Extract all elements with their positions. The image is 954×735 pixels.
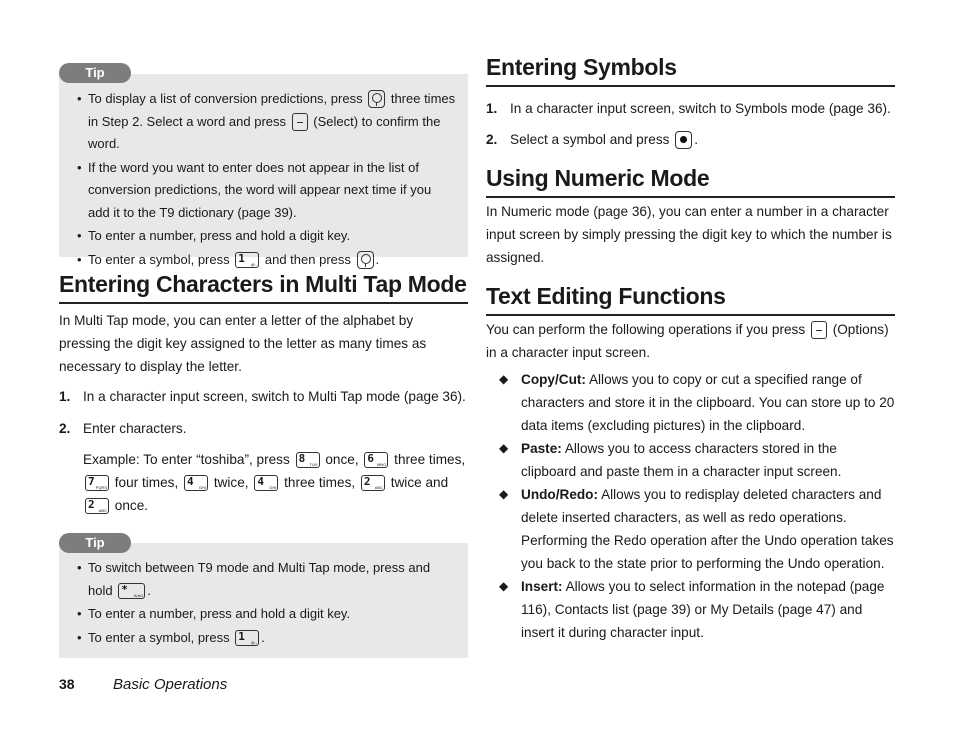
tip-list xyxy=(59,557,468,650)
editing-intro: You can perform the following operations if you press (Options) in a character input screen. xyxy=(486,322,889,360)
editing-item-undo: ◆ Undo/Redo: Allows you to redisplay deleted characters and delete inserted characters, as well as redo operations. Performing the Redo operation after the Undo operation takes you back to the state prior to performing the Undo operation. xyxy=(486,483,895,575)
page-number: 38 xyxy=(59,676,75,692)
editing-item-insert: ◆ Insert: Allows you to select information in the notepad (page 116), Contacts list (page 39) or My Details (page 47) and insert it during character input. xyxy=(486,575,895,644)
editing-item-paste: ◆ Paste: Allows you to access characters stored in the clipboard and paste them in a character input screen. xyxy=(486,437,895,483)
section-heading-editing: Text Editing Functions xyxy=(486,282,895,316)
left-softkey-icon xyxy=(292,113,308,131)
key-4-icon: 4 GHI xyxy=(254,475,278,491)
key-8-icon: 8 TUV xyxy=(296,452,320,468)
section-heading-numeric: Using Numeric Mode xyxy=(486,164,895,198)
symbols-step-1: 1. In a character input screen, switch to Symbols mode (page 36). xyxy=(486,101,891,116)
tip-badge: Tip xyxy=(59,63,131,83)
tip-item: • To switch between T9 mode and Multi Tap mode, press and hold * A/a/1 . xyxy=(59,557,468,602)
multitap-intro: In Multi Tap mode, you can enter a letter of the alphabet by pressing the digit key assigned to the letter as many times as necessary to display the letter. xyxy=(59,313,427,374)
diamond-bullet-icon: ◆ xyxy=(499,579,509,593)
section-heading-multitap: Entering Characters in Multi Tap Mode xyxy=(59,270,468,304)
navigation-down-key-icon xyxy=(357,251,374,269)
numeric-body: In Numeric mode (page 36), you can enter a number in a character input screen by simply pressing the digit key to which the number is assigned. xyxy=(486,204,892,265)
key-1-icon: 1 @.- xyxy=(235,252,259,268)
step-2: 2. Enter characters. xyxy=(59,421,187,436)
key-4-icon: 4 GHI xyxy=(184,475,208,491)
diamond-bullet-icon: ◆ xyxy=(499,487,509,501)
tip-item: • To enter a number, press and hold a digit key. xyxy=(59,225,468,248)
tip-item: • To enter a symbol, press 1 @.- and then press . xyxy=(59,249,468,272)
tip-list xyxy=(59,88,468,272)
key-2-icon: 2 ABC xyxy=(361,475,385,491)
tip-badge: Tip xyxy=(59,533,131,553)
key-7-icon: 7 PQRS xyxy=(85,475,109,491)
tip-item: • To enter a number, press and hold a digit key. xyxy=(59,603,468,626)
tip-item: • To enter a symbol, press 1 @.- . xyxy=(59,627,468,650)
multitap-example: Example: To enter “toshiba”, press 8 TUV once, 6 MNO three times, 7 PQRS four times, 4 GHI twice, 4 GHI three times, 2 ABC twice and 2 ABC once. xyxy=(83,452,466,513)
tip-item: • To display a list of conversion predictions, press three times in Step 2. Select a word and press (Select) to confirm the word. xyxy=(59,88,468,156)
navigation-down-key-icon xyxy=(368,90,385,108)
tip-item: • If the word you want to enter does not appear in the list of conversion predictions, the word will appear next time if you add it to the T9 dictionary (page 39). xyxy=(59,157,468,225)
right-softkey-icon xyxy=(811,321,827,339)
center-key-icon xyxy=(675,131,692,149)
key-1-icon: 1 @.- xyxy=(235,630,259,646)
editing-item-copy: ◆ Copy/Cut: Allows you to copy or cut a specified range of characters and store it in the clipboard. You can store up to 20 data items (excluding pictures) in the clipboard. xyxy=(486,368,895,437)
footer-section-title: Basic Operations xyxy=(113,676,228,693)
key-star-icon: * A/a/1 xyxy=(118,583,145,599)
key-2-icon: 2 ABC xyxy=(85,498,109,514)
step-1: 1. In a character input screen, switch to Multi Tap mode (page 36). xyxy=(59,389,466,404)
page-footer xyxy=(59,676,227,693)
symbols-step-2: 2. Select a symbol and press . xyxy=(486,132,698,147)
key-6-icon: 6 MNO xyxy=(364,452,388,468)
diamond-bullet-icon: ◆ xyxy=(499,372,509,386)
section-heading-symbols: Entering Symbols xyxy=(486,53,895,87)
diamond-bullet-icon: ◆ xyxy=(499,441,509,455)
